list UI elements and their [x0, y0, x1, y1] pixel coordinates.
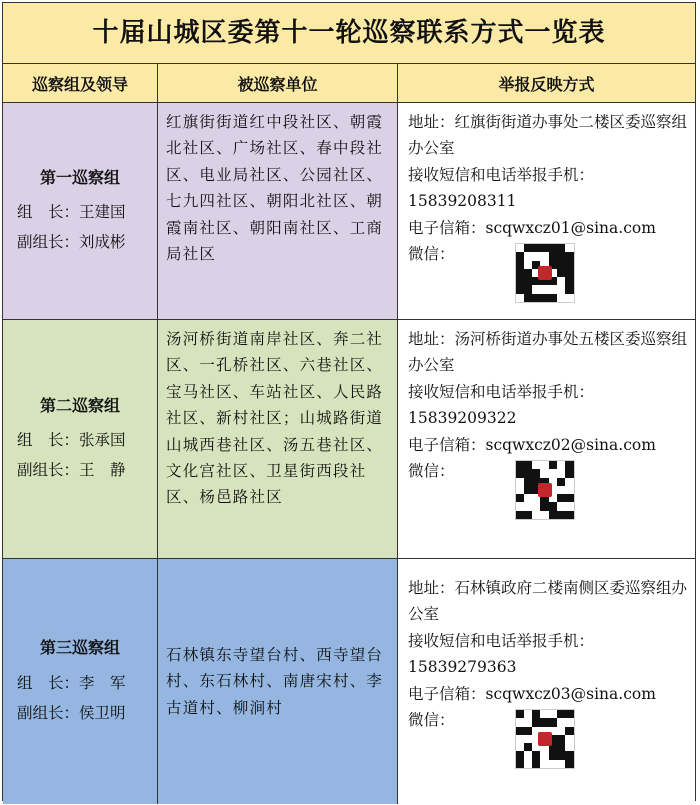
phone-number: 15839209322: [408, 409, 517, 428]
table-row: [3, 559, 695, 804]
qr-code-icon[interactable]: [515, 460, 575, 520]
qr-code-icon[interactable]: [515, 709, 575, 769]
report-methods-cell: [398, 559, 695, 804]
deputy-line: 副组长：侯卫明: [17, 703, 126, 722]
report-methods-cell: [398, 320, 695, 558]
contact-table: [2, 2, 696, 801]
qr-logo-icon: [538, 732, 552, 746]
inspected-units-cell: 汤河桥街道南岸社区、奔二社区、一孔桥社区、六巷社区、宝马社区、车站社区、人民路社区、新村社区；山城路街道山城西巷社区、汤五巷社区、文化宫社区、卫星街西段社区、杨邑路社区: [158, 320, 398, 558]
group-leaders-cell: [3, 103, 158, 319]
inspected-units-cell: 红旗街街道红中段社区、朝霞北社区、广场社区、春中段社区、电业局社区、公园社区、七九四社区、朝阳北社区、朝霞南社区、朝阳南社区、工商局社区: [158, 103, 398, 319]
table-row: [3, 103, 695, 320]
address-text: 地址：石林镇政府二楼南侧区委巡察组办公室: [408, 579, 688, 624]
inspected-units-cell: [158, 559, 398, 804]
email-address[interactable]: 电子信箱：scqwxcz01@sina.com: [408, 218, 656, 237]
address-text: 地址：汤河桥街道办事处五楼区委巡察组办公室: [408, 330, 688, 375]
table-row: [3, 320, 695, 559]
wechat-row: [408, 241, 687, 303]
email-address[interactable]: 电子信箱：scqwxcz02@sina.com: [408, 435, 656, 454]
qr-code-icon[interactable]: [515, 243, 575, 303]
group-name: 第二巡察组: [39, 395, 120, 415]
leader-line: 组 长：王建国: [17, 203, 126, 222]
report-methods-cell: [398, 103, 695, 319]
deputy-line: 副组长：王 静: [17, 461, 126, 480]
header-group-leaders: 巡察组及领导: [3, 64, 158, 102]
header-inspected-units: 被巡察单位: [158, 64, 398, 102]
sms-label: 接收短信和电话举报手机：: [408, 631, 595, 650]
email-address[interactable]: 电子信箱：scqwxcz03@sina.com: [408, 684, 656, 703]
phone-number: 15839208311: [408, 192, 517, 211]
header-row: [3, 64, 695, 103]
deputy-line: 副组长：刘成彬: [17, 233, 126, 252]
wechat-label: 微信：: [408, 245, 455, 264]
group-name: 第三巡察组: [39, 638, 120, 658]
wechat-row: [408, 707, 687, 769]
group-leaders-cell: [3, 559, 158, 804]
sms-label: 接收短信和电话举报手机：: [408, 165, 595, 184]
wechat-label: 微信：: [408, 462, 455, 481]
address-text: 地址：红旗街街道办事处二楼区委巡察组办公室: [408, 113, 688, 158]
leader-line: 组 长：张承国: [17, 431, 126, 450]
wechat-label: 微信：: [408, 711, 455, 730]
qr-logo-icon: [538, 266, 552, 280]
group-leaders-cell: [3, 320, 158, 558]
group-name: 第一巡察组: [39, 167, 120, 187]
wechat-row: [408, 458, 687, 520]
qr-logo-icon: [538, 483, 552, 497]
phone-number: 15839279363: [408, 658, 517, 677]
sms-label: 接收短信和电话举报手机：: [408, 382, 595, 401]
leader-line: 组 长：李 军: [17, 673, 126, 692]
table-title: 十届山城区委第十一轮巡察联系方式一览表: [3, 3, 695, 64]
header-report-methods: 举报反映方式: [498, 74, 595, 94]
inspected-units-text: 石林镇东寺望台村、西寺望台村、东石林村、南唐宋村、李古道村、柳涧村: [166, 645, 384, 717]
